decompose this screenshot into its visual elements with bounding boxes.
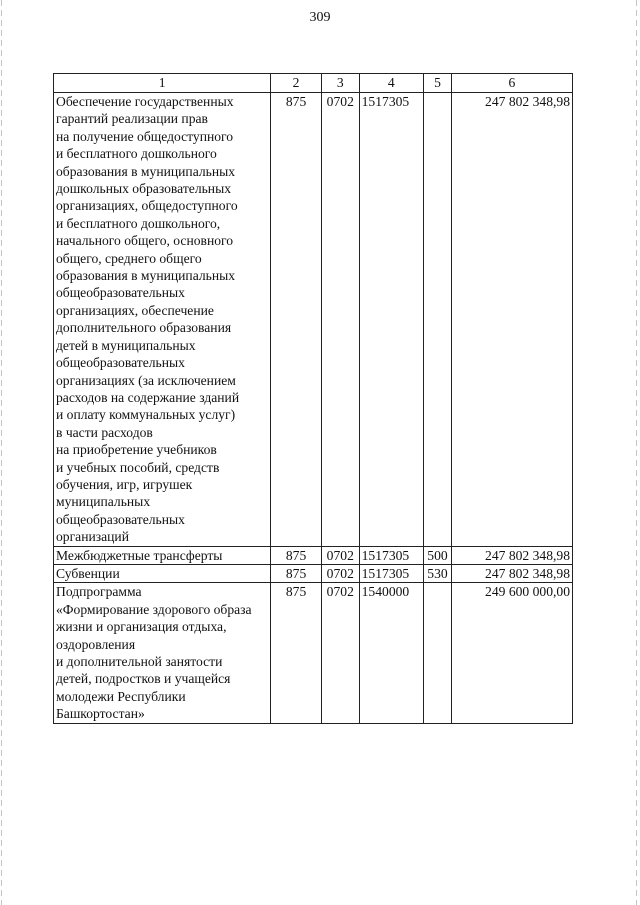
target-code-cell: 1517305 [359, 546, 423, 564]
row-name-line: и бесплатного дошкольного, [56, 215, 221, 231]
row-name-line: общеобразовательных [56, 355, 185, 371]
table-body [54, 93, 573, 724]
expense-type-cell [424, 583, 452, 723]
row-name-line: общего, среднего общего [56, 250, 202, 266]
ministry-code-cell: 875 [271, 564, 322, 582]
row-name-line: организациях, обеспечение [56, 302, 214, 318]
header-col-3: 3 [321, 74, 359, 93]
expense-type-cell: 530 [424, 564, 452, 582]
row-name-line: гарантий реализации прав [56, 111, 208, 127]
row-name-line: организациях (за исключением [56, 372, 236, 388]
row-name-line: расходов на содержание зданий [56, 389, 240, 405]
row-name-line: Субвенции [56, 565, 120, 581]
target-code-cell: 1517305 [359, 93, 423, 547]
expense-type-cell [424, 93, 452, 547]
table-row [54, 546, 573, 564]
row-name-line: Межбюджетные трансферты [56, 547, 223, 563]
table-row [54, 564, 573, 582]
row-name-line: Обеспечение государственных [56, 94, 234, 109]
row-name-line: жизни и организация отдыха, [56, 619, 227, 635]
row-name-line: детей, подростков и учащейся [56, 671, 231, 687]
section-code-cell: 0702 [321, 583, 359, 723]
section-code-cell: 0702 [321, 546, 359, 564]
header-col-5: 5 [424, 74, 452, 93]
ministry-code-cell: 875 [271, 583, 322, 723]
row-name-line: дошкольных образовательных [56, 181, 232, 197]
row-name-line: «Формирование здорового образа [56, 601, 252, 617]
row-name-line: и бесплатного дошкольного [56, 146, 217, 162]
row-name-line: детей в муниципальных [56, 337, 196, 353]
row-name-line: и учебных пособий, средств [56, 459, 220, 475]
table-header-row [54, 74, 573, 93]
amount-cell: 247 802 348,98 [451, 93, 572, 547]
row-name-line: на приобретение учебников [56, 442, 217, 458]
row-name-cell [54, 93, 271, 547]
row-name-line: Башкортостан» [56, 706, 145, 722]
section-code-cell: 0702 [321, 564, 359, 582]
row-name-line: оздоровления [56, 636, 136, 652]
amount-cell: 249 600 000,00 [451, 583, 572, 723]
page-number: 309 [309, 10, 331, 25]
row-name-cell [54, 564, 271, 582]
header-col-1: 1 [54, 74, 271, 93]
header-col-2: 2 [271, 74, 322, 93]
scan-edge-right [636, 0, 637, 905]
row-name-line: и оплату коммунальных услуг) [56, 407, 236, 423]
row-name-cell [54, 546, 271, 564]
row-name-line: на получение общедоступного [56, 128, 234, 144]
row-name-line: начального общего, основного [56, 233, 234, 249]
row-name-line: дополнительного образования [56, 320, 232, 336]
row-name-line: общеобразовательных [56, 285, 185, 301]
row-name-line: организациях, общедоступного [56, 198, 238, 214]
row-name-line: в части расходов [56, 424, 153, 440]
scan-edge-left [1, 0, 2, 905]
row-name-line: организаций [56, 529, 129, 545]
table-row [54, 583, 573, 723]
row-name-line: муниципальных [56, 494, 151, 510]
target-code-cell: 1540000 [359, 583, 423, 723]
budget-table [53, 73, 573, 724]
header-col-6: 6 [451, 74, 572, 93]
row-name-line: молодежи Республики [56, 688, 186, 704]
expense-type-cell: 500 [424, 546, 452, 564]
row-name-line: и дополнительной занятости [56, 654, 223, 669]
header-col-4: 4 [359, 74, 423, 93]
row-name-cell [54, 583, 271, 723]
row-name-line: образования в муниципальных [56, 268, 236, 284]
row-name-line: общеобразовательных [56, 511, 185, 527]
section-code-cell: 0702 [321, 93, 359, 547]
table-row [54, 93, 573, 547]
row-name-line: образования в муниципальных [56, 163, 236, 179]
row-name-line: Подпрограмма [56, 584, 142, 600]
ministry-code-cell: 875 [271, 93, 322, 547]
ministry-code-cell: 875 [271, 546, 322, 564]
row-name-line: обучения, игр, игрушек [56, 476, 193, 492]
target-code-cell: 1517305 [359, 564, 423, 582]
amount-cell: 247 802 348,98 [451, 564, 572, 582]
amount-cell: 247 802 348,98 [451, 546, 572, 564]
